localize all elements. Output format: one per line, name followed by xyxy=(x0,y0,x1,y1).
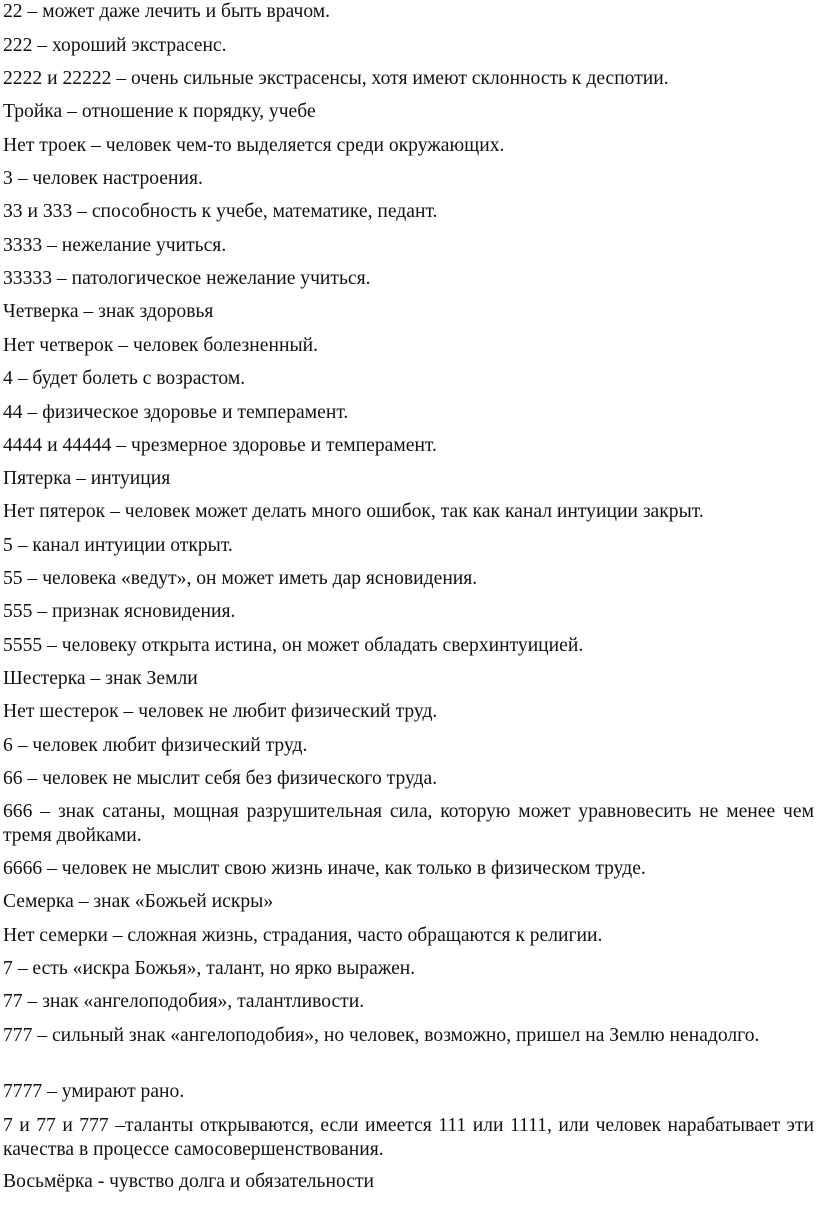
paragraph-line: 6 – человек любит физический труд. xyxy=(3,735,308,756)
paragraph-line: 666 – знак сатаны, мощная разрушительная сила, которую может уравновесить не менее чем тремя двойками. xyxy=(3,801,814,846)
paragraph-line: 3333 – нежелание учиться. xyxy=(3,235,227,256)
section-heading: Семерка – знак «Божьей искры» xyxy=(3,891,274,912)
paragraph-line: Нет семерки – сложная жизнь, страдания, часто обращаются к религии. xyxy=(3,925,603,946)
section-heading: Пятерка – интуиция xyxy=(3,468,171,489)
section-heading: Четверка – знак здоровья xyxy=(3,301,214,322)
paragraph-line: 44 – физическое здоровье и темперамент. xyxy=(3,402,349,423)
paragraph-line: 777 – сильный знак «ангелоподобия», но человек, возможно, пришел на Землю ненадолго. xyxy=(3,1025,760,1046)
paragraph-line: 4 – будет болеть с возрастом. xyxy=(3,368,246,389)
paragraph-line: 7 – есть «искра Божья», талант, но ярко выражен. xyxy=(3,958,416,979)
paragraph-line: 222 – хороший экстрасенс. xyxy=(3,35,227,56)
section-heading: Шестерка – знак Земли xyxy=(3,668,198,689)
paragraph-line: 4444 и 44444 – чрезмерное здоровье и темперамент. xyxy=(3,435,437,456)
paragraph-line: 7 и 77 и 777 –таланты открываются, если имеется 111 или 1111, или человек нарабатывает эти качества в процессе самосовершенствования. xyxy=(3,1115,814,1160)
paragraph-line: Нет троек – человек чем-то выделяется среди окружающих. xyxy=(3,135,505,156)
paragraph-line: 5 – канал интуиции открыт. xyxy=(3,535,233,556)
paragraph-line: 66 – человек не мыслит себя без физического труда. xyxy=(3,768,438,789)
document-text xyxy=(3,0,814,1206)
paragraph-line: 6666 – человек не мыслит свою жизнь иначе, как только в физическом труде. xyxy=(3,858,646,879)
paragraph-line: Нет четверок – человек болезненный. xyxy=(3,335,319,356)
paragraph-line: 2222 и 22222 – очень сильные экстрасенсы, хотя имеют склонность к деспотии. xyxy=(3,68,669,89)
paragraph-line: 7777 – умирают рано. xyxy=(3,1081,185,1102)
paragraph-line: 3 – человек настроения. xyxy=(3,168,203,189)
paragraph-line: 55 – человека «ведут», он может иметь дар ясновидения. xyxy=(3,568,478,589)
paragraph-line: 5555 – человеку открыта истина, он может обладать сверхинтуицией. xyxy=(3,635,584,656)
section-heading: Тройка – отношение к порядку, учебе xyxy=(3,101,316,122)
paragraph-line: 33333 – патологическое нежелание учиться. xyxy=(3,268,371,289)
paragraph-line: 77 – знак «ангелоподобия», талантливости. xyxy=(3,991,365,1012)
section-heading: Восьмёрка - чувство долга и обязательности xyxy=(3,1171,374,1192)
paragraph-line: Нет пятерок – человек может делать много ошибок, так как канал интуиции закрыт. xyxy=(3,501,704,522)
paragraph-line: Нет шестерок – человек не любит физический труд. xyxy=(3,701,438,722)
paragraph-line: 33 и 333 – способность к учебе, математике, педант. xyxy=(3,201,438,222)
paragraph-line: 22 – может даже лечить и быть врачом. xyxy=(3,1,331,22)
paragraph-line: 555 – признак ясновидения. xyxy=(3,601,236,622)
